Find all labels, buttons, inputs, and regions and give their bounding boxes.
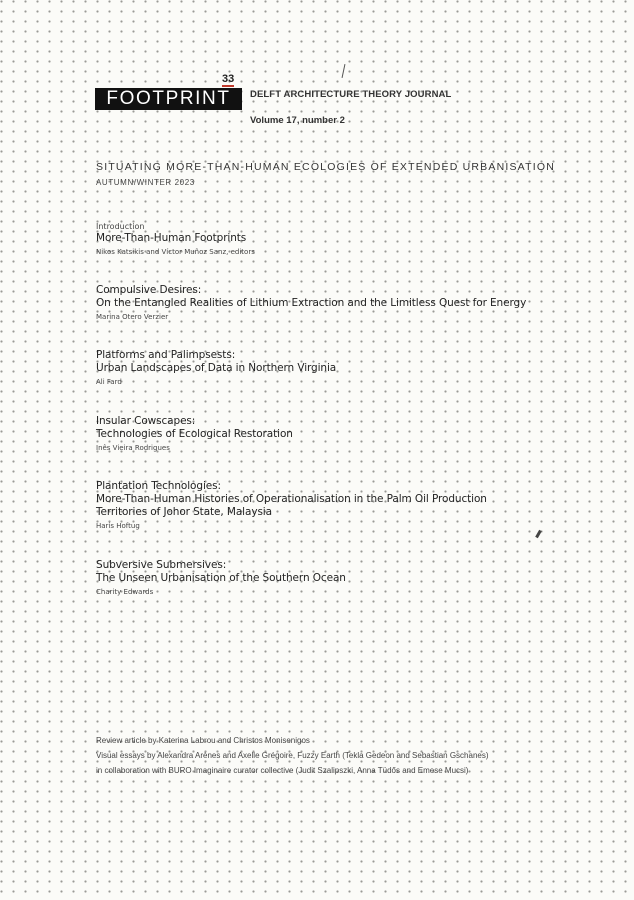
print-mark — [342, 64, 346, 78]
entry-label: Introduction — [96, 222, 145, 231]
contents-entry — [96, 349, 336, 388]
contents-entry — [96, 415, 293, 454]
entry-subtitle: More-Than-Human Histories of Operationalisation in the Palm Oil Production — [96, 493, 487, 505]
entry-subtitle: On the Entangled Realities of Lithium Extraction and the Limitless Quest for Energy — [96, 297, 527, 309]
page-number: 33 — [222, 73, 235, 85]
entry-title: More-Than-Human Footprints — [96, 232, 247, 244]
entry-author: Inês Vieira Rodrigues — [96, 444, 170, 452]
contents-entry — [96, 559, 346, 598]
credits — [96, 733, 489, 778]
entry-author: Marina Otero Verzier — [96, 313, 169, 321]
entry-author: Haris Hoftug — [96, 522, 140, 530]
entry-title: Insular Cowscapes: — [96, 415, 196, 427]
page-number-underline — [222, 85, 234, 87]
journal-logo: FOOTPRINT — [95, 88, 242, 110]
entry-title: Compulsive Desires: — [96, 284, 202, 296]
issue-title: SITUATING MORE-THAN-HUMAN ECOLOGIES OF EXTENDED URBANISATION — [96, 161, 555, 173]
entry-author: Ali Fard — [96, 378, 122, 386]
journal-name: DELFT ARCHITECTURE THEORY JOURNAL — [250, 89, 452, 100]
entry-title: Subversive Submersives: — [96, 559, 227, 571]
print-mark — [535, 530, 542, 538]
credit-line: Review article by Katerina Labrou and Christos Monisenigos — [96, 736, 310, 745]
entry-author: Charity Edwards — [96, 588, 154, 596]
contents-entry — [96, 221, 255, 258]
volume-number: Volume 17, number 2 — [250, 115, 345, 126]
credit-line: in collaboration with BURO Imaginaire curator collective (Judit Szalipszki, Anna Tüdős and Emese Mucsi) — [96, 766, 469, 775]
entry-subtitle-cont: Territories of Johor State, Malaysia — [96, 506, 272, 518]
contents-entry — [96, 480, 487, 532]
credit-line: Visual essays by Alexandra Arènes and Axelle Grégoire, Fuzzy Earth (Tekla Gedeon and Sebastian Gschanes) — [96, 751, 489, 760]
entry-author: Nikos Katsikis and Víctor Muñoz Sanz, editors — [96, 248, 255, 256]
entry-title: Platforms and Palimpsests: — [96, 349, 236, 361]
contents-entry — [96, 284, 526, 323]
entry-subtitle: Urban Landscapes of Data in Northern Virginia — [96, 362, 337, 374]
entry-subtitle: The Unseen Urbanisation of the Southern Ocean — [96, 572, 346, 584]
entry-subtitle: Technologies of Ecological Restoration — [96, 428, 293, 440]
entry-title: Plantation Technologies: — [96, 480, 221, 492]
issue-season: AUTUMN/WINTER 2023 — [96, 178, 195, 187]
